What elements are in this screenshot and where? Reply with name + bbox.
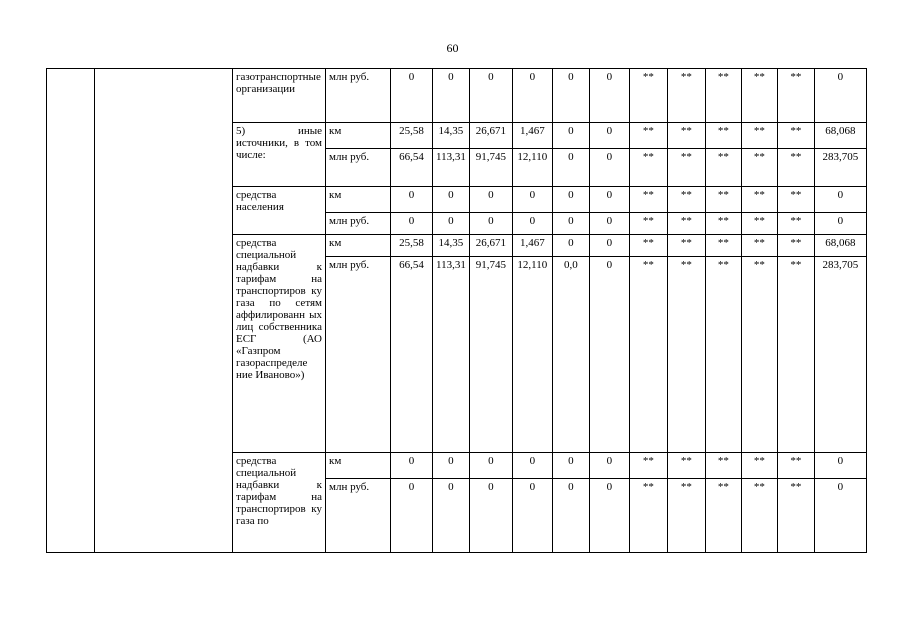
value-cell: 0 xyxy=(469,453,512,479)
value-cell: 0 xyxy=(469,213,512,235)
value-cell: ** xyxy=(667,149,705,187)
value-cell: 0 xyxy=(589,187,629,213)
value-cell: 0 xyxy=(552,187,589,213)
value-cell: 113,31 xyxy=(433,149,470,187)
value-cell: ** xyxy=(777,123,814,149)
source-description: средства населения xyxy=(233,187,326,235)
value-cell: 0 xyxy=(589,257,629,453)
unit-cell: млн руб. xyxy=(326,69,391,123)
value-cell: ** xyxy=(667,257,705,453)
value-cell: 283,705 xyxy=(814,257,866,453)
value-cell: ** xyxy=(741,123,777,149)
index-column-cell xyxy=(47,69,95,553)
value-cell: ** xyxy=(777,479,814,553)
value-cell: 0 xyxy=(433,479,470,553)
value-cell: ** xyxy=(705,149,741,187)
value-cell: 26,671 xyxy=(469,123,512,149)
value-cell: ** xyxy=(705,213,741,235)
source-description: 5) иные источники, в том числе: xyxy=(233,123,326,187)
value-cell: 66,54 xyxy=(391,257,433,453)
value-cell: ** xyxy=(667,235,705,257)
value-cell: 0 xyxy=(512,187,552,213)
value-cell: 0 xyxy=(814,479,866,553)
value-cell: ** xyxy=(705,123,741,149)
value-cell: ** xyxy=(667,213,705,235)
value-cell: 0 xyxy=(469,479,512,553)
budget-table xyxy=(46,68,867,553)
value-cell: 1,467 xyxy=(512,235,552,257)
value-cell: 25,58 xyxy=(391,235,433,257)
value-cell: 25,58 xyxy=(391,123,433,149)
value-cell: 0 xyxy=(512,453,552,479)
value-cell: 113,31 xyxy=(433,257,470,453)
value-cell: 0 xyxy=(469,69,512,123)
value-cell: ** xyxy=(777,69,814,123)
value-cell: 0 xyxy=(552,453,589,479)
value-cell: ** xyxy=(777,187,814,213)
value-cell: 0 xyxy=(552,69,589,123)
value-cell: ** xyxy=(777,257,814,453)
value-cell: 0 xyxy=(814,453,866,479)
value-cell: ** xyxy=(705,257,741,453)
value-cell: ** xyxy=(629,123,667,149)
value-cell: ** xyxy=(629,187,667,213)
value-cell: 68,068 xyxy=(814,123,866,149)
source-description: средства специальной надбавки к тарифам на транспортиров ку газа по сетям аффилированн ых лиц собственника ЕСГ (АО «Газпром газораспределе ние Иваново») xyxy=(233,235,326,453)
value-cell: 0 xyxy=(589,213,629,235)
value-cell: 0 xyxy=(589,479,629,553)
value-cell: 0 xyxy=(512,213,552,235)
table-row xyxy=(47,69,867,123)
value-cell: ** xyxy=(741,187,777,213)
value-cell: ** xyxy=(741,453,777,479)
value-cell: ** xyxy=(705,69,741,123)
value-cell: 91,745 xyxy=(469,257,512,453)
value-cell: 66,54 xyxy=(391,149,433,187)
value-cell: 0 xyxy=(589,235,629,257)
value-cell: ** xyxy=(705,453,741,479)
value-cell: ** xyxy=(629,69,667,123)
value-cell: 283,705 xyxy=(814,149,866,187)
value-cell: 0 xyxy=(814,213,866,235)
value-cell: 0 xyxy=(589,149,629,187)
unit-cell: км xyxy=(326,453,391,479)
value-cell: ** xyxy=(777,235,814,257)
value-cell: ** xyxy=(705,479,741,553)
value-cell: ** xyxy=(741,149,777,187)
value-cell: 0 xyxy=(391,453,433,479)
value-cell: ** xyxy=(705,235,741,257)
value-cell: 0 xyxy=(433,69,470,123)
source-description: средства специальной надбавки к тарифам на транспортиров ку газа по xyxy=(233,453,326,553)
value-cell: 14,35 xyxy=(433,123,470,149)
unit-cell: млн руб. xyxy=(326,257,391,453)
value-cell: 0 xyxy=(814,187,866,213)
value-cell: ** xyxy=(667,479,705,553)
value-cell: ** xyxy=(741,257,777,453)
value-cell: 0 xyxy=(433,213,470,235)
source-description: газотранспортные организации xyxy=(233,69,326,123)
value-cell: ** xyxy=(629,235,667,257)
value-cell: ** xyxy=(667,69,705,123)
value-cell: 12,110 xyxy=(512,257,552,453)
value-cell: 0 xyxy=(512,479,552,553)
value-cell: 0 xyxy=(589,453,629,479)
value-cell: 1,467 xyxy=(512,123,552,149)
value-cell: 0 xyxy=(391,69,433,123)
value-cell: ** xyxy=(667,187,705,213)
value-cell: 0 xyxy=(552,235,589,257)
value-cell: 0 xyxy=(433,187,470,213)
value-cell: 0 xyxy=(512,69,552,123)
unit-cell: км xyxy=(326,187,391,213)
value-cell: 0 xyxy=(391,213,433,235)
value-cell: ** xyxy=(705,187,741,213)
value-cell: 91,745 xyxy=(469,149,512,187)
value-cell: 0 xyxy=(433,453,470,479)
unit-cell: млн руб. xyxy=(326,479,391,553)
value-cell: 26,671 xyxy=(469,235,512,257)
value-cell: ** xyxy=(741,479,777,553)
value-cell: ** xyxy=(629,213,667,235)
value-cell: 0 xyxy=(391,187,433,213)
value-cell: ** xyxy=(629,149,667,187)
value-cell: 68,068 xyxy=(814,235,866,257)
value-cell: 12,110 xyxy=(512,149,552,187)
value-cell: 0 xyxy=(552,149,589,187)
value-cell: ** xyxy=(667,123,705,149)
value-cell: ** xyxy=(777,213,814,235)
value-cell: ** xyxy=(629,453,667,479)
value-cell: 0,0 xyxy=(552,257,589,453)
value-cell: ** xyxy=(777,149,814,187)
value-cell: 0 xyxy=(589,123,629,149)
value-cell: 0 xyxy=(469,187,512,213)
unit-cell: млн руб. xyxy=(326,149,391,187)
value-cell: ** xyxy=(629,257,667,453)
value-cell: ** xyxy=(629,479,667,553)
value-cell: ** xyxy=(741,69,777,123)
unit-cell: млн руб. xyxy=(326,213,391,235)
value-cell: 0 xyxy=(552,479,589,553)
unit-cell: км xyxy=(326,235,391,257)
value-cell: ** xyxy=(777,453,814,479)
value-cell: 0 xyxy=(391,479,433,553)
value-cell: 0 xyxy=(552,213,589,235)
value-cell: 14,35 xyxy=(433,235,470,257)
value-cell: 0 xyxy=(589,69,629,123)
page-number: 60 xyxy=(446,41,459,55)
value-cell: ** xyxy=(741,235,777,257)
object-column-cell xyxy=(95,69,233,553)
unit-cell: км xyxy=(326,123,391,149)
value-cell: 0 xyxy=(814,69,866,123)
value-cell: ** xyxy=(667,453,705,479)
value-cell: 0 xyxy=(552,123,589,149)
value-cell: ** xyxy=(741,213,777,235)
